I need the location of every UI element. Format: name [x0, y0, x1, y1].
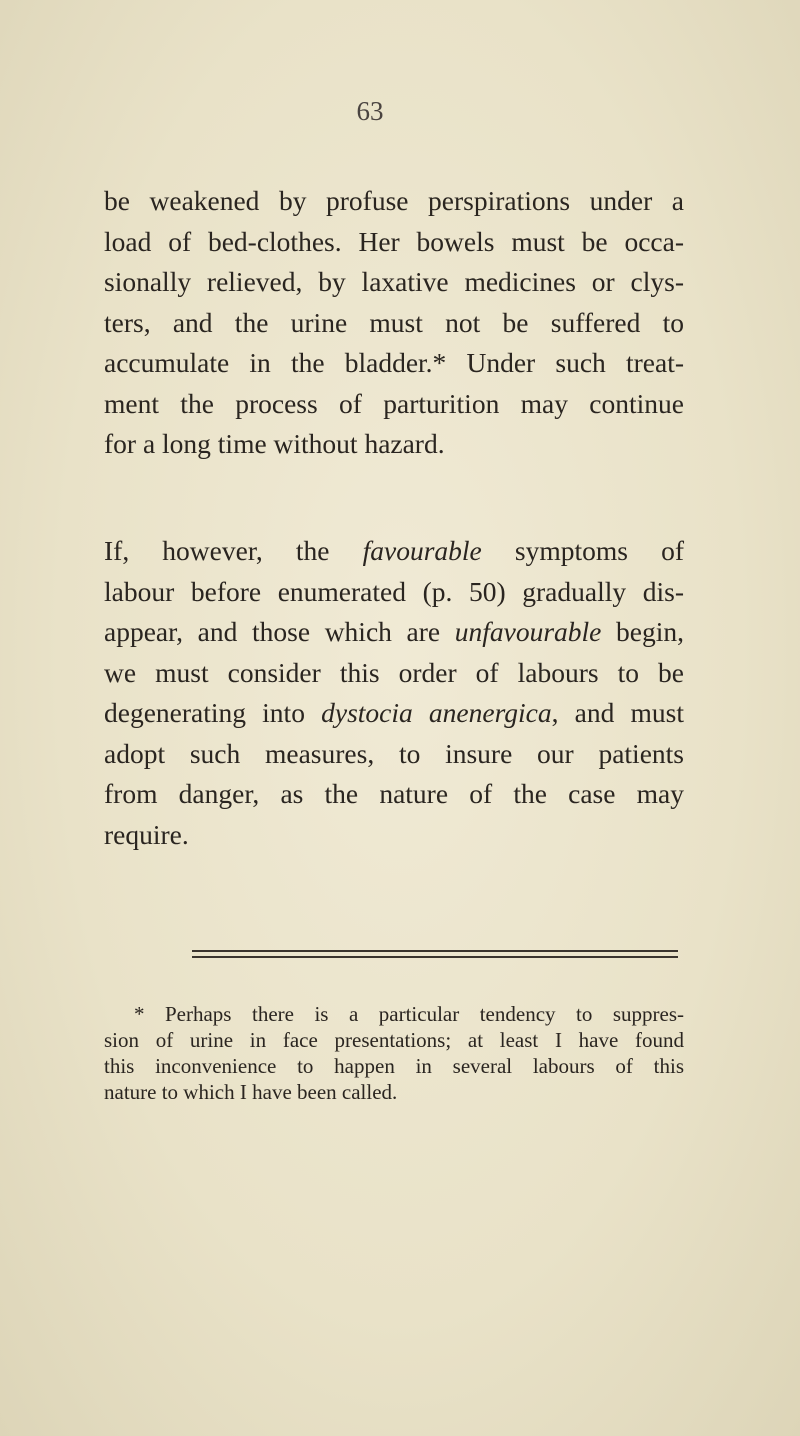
italic-term: favourable [362, 535, 482, 566]
page-number: 63 [356, 96, 384, 126]
paragraph-1 [104, 181, 684, 465]
text-line: from danger, as the nature of the case may [104, 778, 684, 809]
paragraph-2 [104, 531, 684, 855]
text-run: , and must [551, 697, 684, 728]
text-line: ment the process of parturition may continue [104, 387, 684, 419]
text-line: load of bed-clothes. Her bowels must be occa- [104, 225, 684, 257]
text-line: we must consider this order of labours to be [104, 656, 684, 688]
italic-term: dystocia anenergica [321, 697, 552, 728]
text-line [104, 531, 684, 572]
footnote-divider [192, 950, 678, 952]
text-line [104, 612, 684, 653]
text-line: for a long time without hazard. [104, 428, 445, 459]
text-run: If, however, the [104, 535, 363, 566]
text-line: labour before enumerated (p. 50) gradually dis- [104, 575, 684, 607]
text-line: accumulate in the bladder.* Under such treat- [104, 347, 684, 378]
text-run: appear, and those which are [104, 616, 455, 647]
footnote-line: nature to which I have been called. [104, 1080, 398, 1104]
text-run: degenerating into [104, 697, 322, 728]
text-line: be weakened by profuse perspirations under a [104, 185, 684, 216]
text-line: adopt such measures, to insure our patients [104, 737, 684, 769]
text-run: symptoms of [481, 535, 684, 566]
footnote-line: * Perhaps there is a particular tendency to suppres- [134, 1002, 684, 1026]
text-line: require. [104, 818, 189, 850]
italic-term: unfavourable [454, 616, 602, 647]
footnote-line: this inconvenience to happen in several labours of this [104, 1054, 684, 1078]
footnote-line: sion of urine in face presentations; at least I have found [104, 1028, 684, 1052]
footnote-divider [192, 956, 678, 958]
text-line: ters, and the urine must not be suffered to [104, 306, 684, 338]
text-run: begin, [601, 616, 684, 647]
footnote [104, 1001, 684, 1105]
text-line [104, 693, 684, 734]
text-line: sionally relieved, by laxative medicines or clys- [104, 266, 684, 297]
